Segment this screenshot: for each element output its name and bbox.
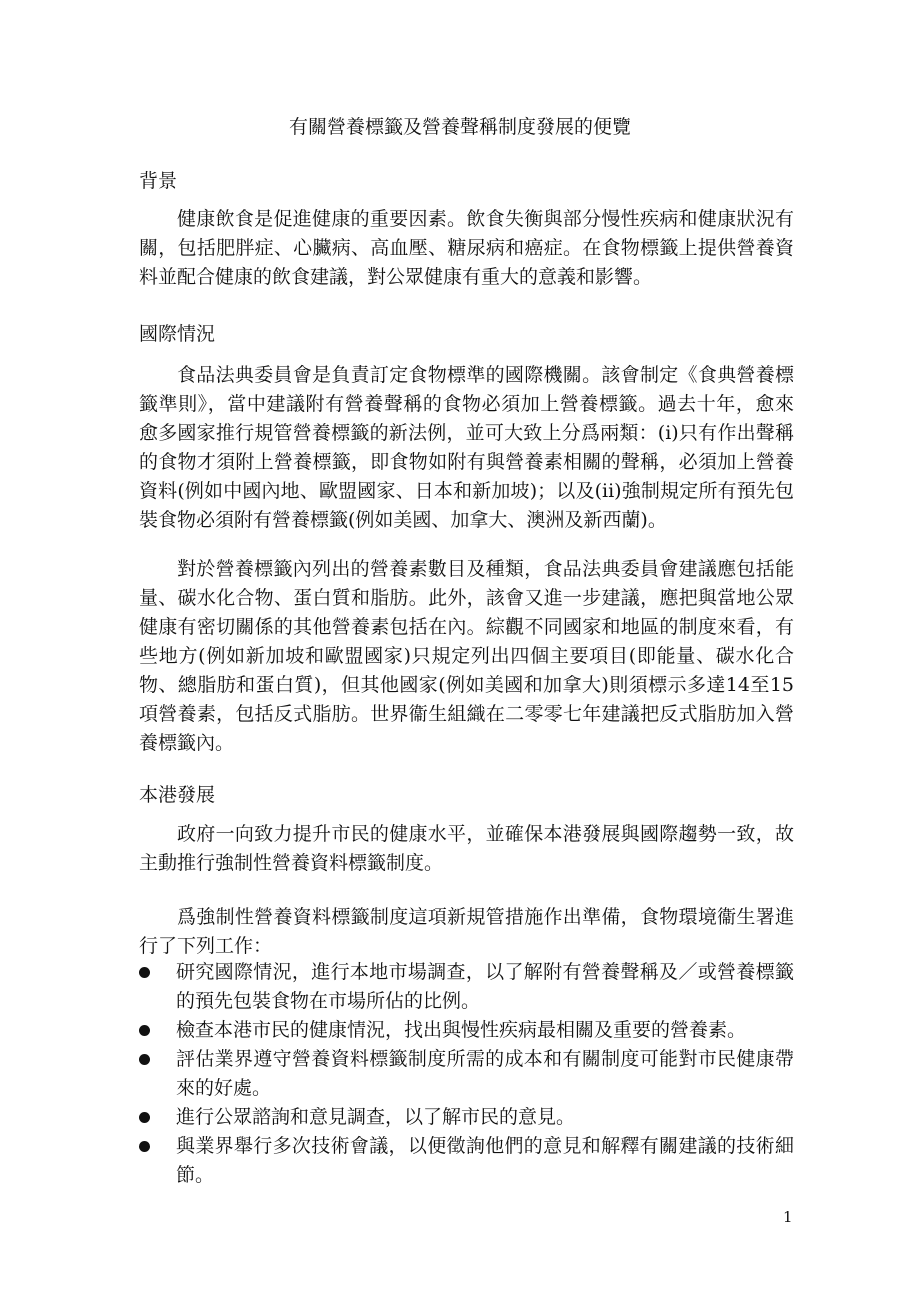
list-item <box>139 1103 794 1132</box>
paragraph-international-2: 對於營養標籤內列出的營養素數目及種類，食品法典委員會建議應包括能量、碳水化合物、蛋白質和脂肪。此外，該會又進一步建議，應把與當地公眾健康有密切關係的其他營養素包括在內。綜觀不同國家和地區的制度來看，有些地方(例如新加坡和歐盟國家)只規定列出四個主要項目(即能量、碳水化合物、總脂肪和蛋白質)，但其他國家(例如美國和加拿大)則須標示多達14至15項營養素，包括反式脂肪。世界衞生組織在二零零七年建議把反式脂肪加入營養標籤內。 <box>139 558 794 754</box>
list-item-text: 評估業界遵守營養資料標籤制度所需的成本和有關制度可能對市民健康帶來的好處。 <box>176 1048 794 1099</box>
list-item-text: 與業界舉行多次技術會議，以便徵詢他們的意見和解釋有關建議的技術細節。 <box>176 1135 794 1186</box>
list-item <box>139 1045 794 1103</box>
paragraph-local-1: 政府一向致力提升市民的健康水平，並確保本港發展與國際趨勢一致，故主動推行強制性營養資料標籤制度。 <box>139 823 794 874</box>
list-item-text: 進行公眾諮詢和意見調查，以了解市民的意見。 <box>176 1106 576 1128</box>
list-item <box>139 958 794 1016</box>
paragraph-international-1: 食品法典委員會是負責訂定食物標準的國際機關。該會制定《食典營養標籤準則》，當中建議附有營養聲稱的食物必須加上營養標籤。過去十年，愈來愈多國家推行規管營養標籤的新法例，並可大致上分爲兩類：(i)只有作出聲稱的食物才須附上營養標籤，即食物如附有與營養素相關的聲稱，必須加上營養資料(例如中國內地、歐盟國家、日本和新加坡)；以及(ii)強制規定所有預先包裝食物必須附有營養標籤(例如美國、加拿大、澳洲及新西蘭)。 <box>139 364 794 531</box>
list-item <box>139 1132 794 1190</box>
paragraph-background: 健康飲食是促進健康的重要因素。飲食失衡與部分慢性疾病和健康狀況有關，包括肥胖症、心臟病、高血壓、糖尿病和癌症。在食物標籤上提供營養資料並配合健康的飲食建議，對公眾健康有重大的意義和影響。 <box>139 208 794 288</box>
list-item-text: 研究國際情況，進行本地市場調查，以了解附有營養聲稱及／或營養標籤的預先包裝食物在市場所佔的比例。 <box>176 961 794 1012</box>
bullet-icon <box>139 1025 150 1036</box>
bullet-icon <box>139 1054 150 1065</box>
bullet-icon <box>139 1141 150 1152</box>
bullet-icon <box>139 967 150 978</box>
document-title: 有關營養標籤及營養聲稱制度發展的便覽 <box>288 116 631 138</box>
heading-international: 國際情況 <box>139 323 216 345</box>
list-item <box>139 1016 794 1045</box>
heading-background: 背景 <box>139 170 178 192</box>
heading-local: 本港發展 <box>139 784 216 806</box>
paragraph-local-2: 爲強制性營養資料標籤制度這項新規管措施作出準備，食物環境衞生署進行了下列工作： <box>139 906 794 957</box>
list-item-text: 檢查本港市民的健康情況，找出與慢性疾病最相關及重要的營養素。 <box>176 1019 747 1041</box>
bullet-icon <box>139 1112 150 1123</box>
work-list <box>139 958 794 1190</box>
page-number: 1 <box>783 1208 793 1226</box>
